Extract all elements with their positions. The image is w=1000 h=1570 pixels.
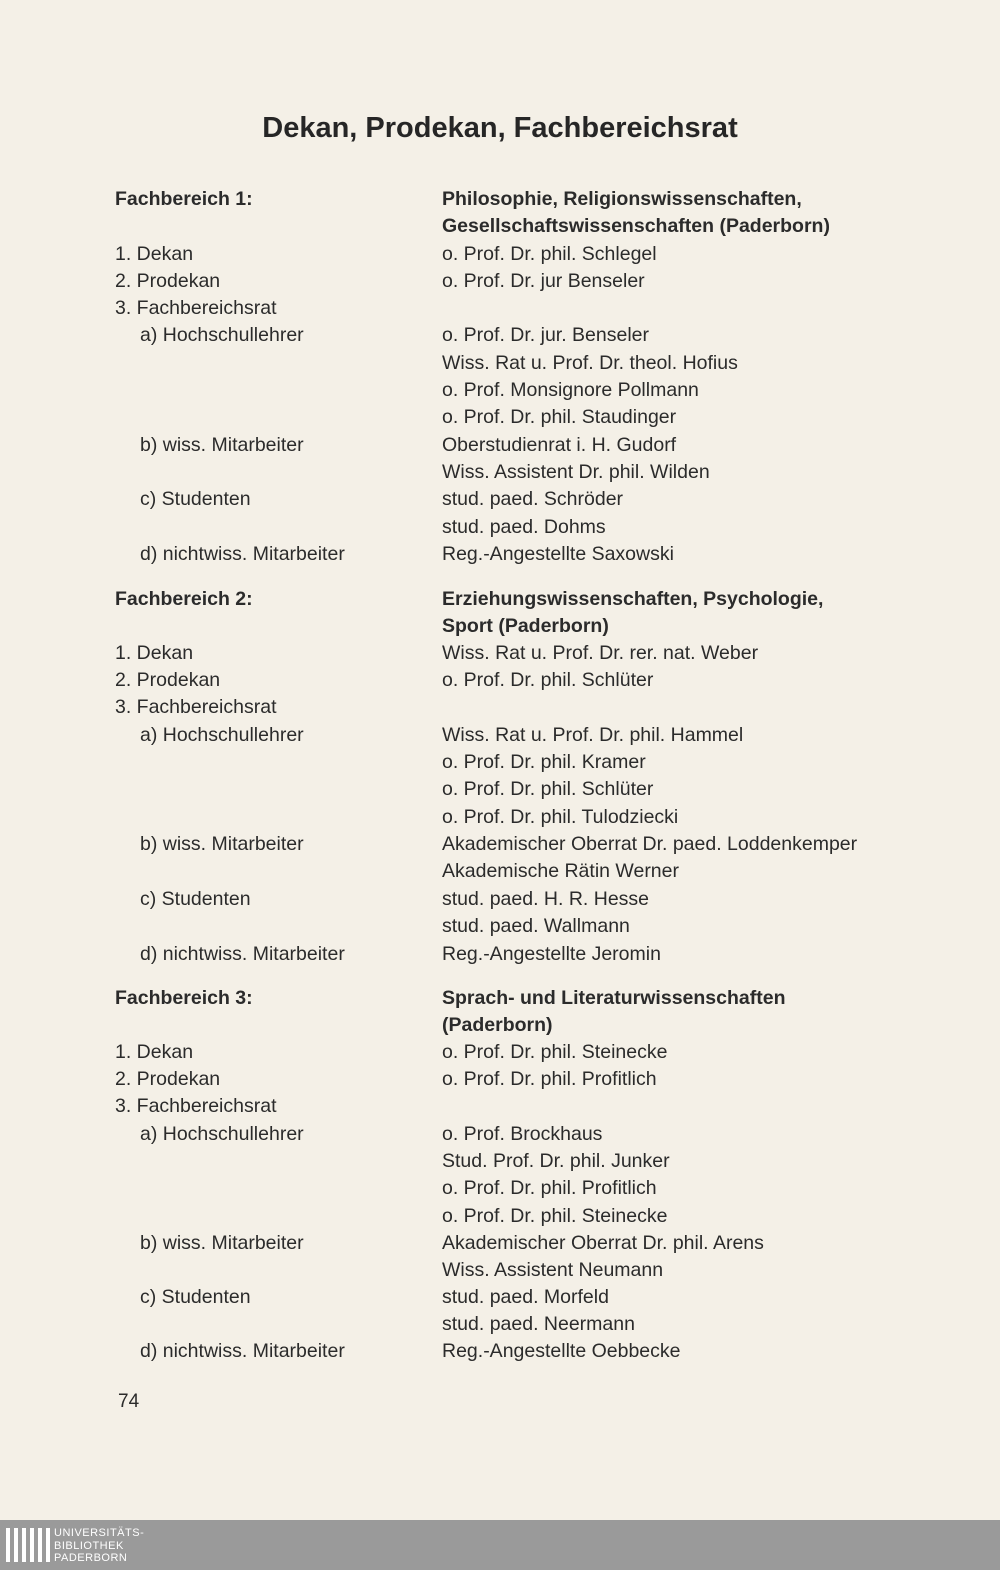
- list-item: [0, 541, 1000, 568]
- row-label: Fachbereich 3:: [115, 987, 253, 1009]
- row-value: Wiss. Assistent Dr. phil. Wilden: [442, 461, 710, 483]
- logo-line-3: PADERBORN: [54, 1552, 128, 1564]
- row-value: Wiss. Assistent Neumann: [442, 1259, 664, 1281]
- logo-line-1: UNIVERSITÄTS-: [54, 1527, 145, 1539]
- list-item: [0, 459, 1000, 486]
- row-label: Fachbereich 1:: [115, 188, 253, 210]
- row-value: stud. paed. H. R. Hesse: [442, 888, 650, 910]
- row-value: stud. paed. Morfeld: [442, 1286, 609, 1308]
- list-item: [0, 776, 1000, 803]
- list-item: [0, 295, 1000, 322]
- list-item: [0, 858, 1000, 885]
- row-value: Sprach- und Literaturwissenschaften: [442, 987, 786, 1009]
- list-item: [0, 1093, 1000, 1120]
- row-label: d) nichtwiss. Mitarbeiter: [140, 1340, 345, 1362]
- list-item: [0, 1012, 1000, 1039]
- list-item: [0, 613, 1000, 640]
- row-value: o. Prof. Dr. phil. Steinecke: [442, 1205, 668, 1227]
- row-value: Akademischer Oberrat Dr. paed. Loddenkemper: [442, 833, 858, 855]
- list-item: [0, 1284, 1000, 1311]
- logo-line-2: BIBLIOTHEK: [54, 1539, 124, 1552]
- row-value: o. Prof. Dr. phil. Tulodziecki: [442, 806, 679, 828]
- list-item: [0, 432, 1000, 459]
- list-item: [0, 1121, 1000, 1148]
- page-title: Dekan, Prodekan, Fachbereichsrat: [262, 112, 738, 144]
- row-value: Reg.-Angestellte Jeromin: [442, 943, 661, 965]
- list-item: [0, 1148, 1000, 1175]
- list-item: [0, 804, 1000, 831]
- row-value: Erziehungswissenschaften, Psychologie,: [442, 588, 824, 610]
- row-label: 3. Fachbereichsrat: [115, 1095, 277, 1117]
- list-item: [0, 749, 1000, 776]
- row-value: o. Prof. Dr. phil. Schlüter: [442, 778, 654, 800]
- row-label: d) nichtwiss. Mitarbeiter: [140, 543, 345, 565]
- row-label: c) Studenten: [140, 488, 251, 510]
- list-item: [0, 1066, 1000, 1093]
- list-item: [0, 667, 1000, 694]
- row-value: Wiss. Rat u. Prof. Dr. phil. Hammel: [442, 724, 744, 746]
- list-item: [0, 377, 1000, 404]
- row-value: stud. paed. Wallmann: [442, 915, 630, 937]
- list-item: [0, 722, 1000, 749]
- list-item: [0, 186, 1000, 213]
- list-item: [0, 694, 1000, 721]
- row-label: 3. Fachbereichsrat: [115, 696, 277, 718]
- list-item: [0, 640, 1000, 667]
- row-value: o. Prof. Brockhaus: [442, 1123, 603, 1145]
- library-logo-text: [54, 1527, 144, 1565]
- row-value: stud. paed. Schröder: [442, 488, 624, 510]
- list-item: [0, 213, 1000, 240]
- row-label: d) nichtwiss. Mitarbeiter: [140, 943, 345, 965]
- row-label: Fachbereich 2:: [115, 588, 253, 610]
- list-item: [0, 913, 1000, 940]
- row-value: Sport (Paderborn): [442, 615, 609, 637]
- row-label: a) Hochschullehrer: [140, 1123, 304, 1145]
- row-value: Oberstudienrat i. H. Gudorf: [442, 434, 677, 456]
- row-label: 2. Prodekan: [115, 270, 221, 292]
- list-item: [0, 268, 1000, 295]
- row-value: o. Prof. Dr. phil. Steinecke: [442, 1041, 668, 1063]
- row-value: o. Prof. Dr. phil. Profitlich: [442, 1177, 657, 1199]
- list-item: [0, 941, 1000, 968]
- list-item: [0, 586, 1000, 613]
- list-item: [0, 985, 1000, 1012]
- row-label: 1. Dekan: [115, 243, 194, 265]
- page-number: 74: [118, 1391, 140, 1412]
- list-item: [0, 350, 1000, 377]
- row-value: o. Prof. Monsignore Pollmann: [442, 379, 699, 401]
- list-item: [0, 486, 1000, 513]
- row-value: Wiss. Rat u. Prof. Dr. rer. nat. Weber: [442, 642, 759, 664]
- row-label: 1. Dekan: [115, 1041, 194, 1063]
- row-label: c) Studenten: [140, 888, 251, 910]
- row-value: Akademische Rätin Werner: [442, 860, 679, 882]
- row-value: Philosophie, Religionswissenschaften,: [442, 188, 802, 210]
- row-value: o. Prof. Dr. jur Benseler: [442, 270, 645, 292]
- row-value: stud. paed. Dohms: [442, 516, 606, 538]
- row-label: a) Hochschullehrer: [140, 324, 304, 346]
- library-footer-bar: [0, 1520, 1000, 1570]
- row-value: o. Prof. Dr. phil. Kramer: [442, 751, 646, 773]
- list-item: [0, 831, 1000, 858]
- row-value: o. Prof. Dr. phil. Staudinger: [442, 406, 677, 428]
- row-value: Reg.-Angestellte Oebbecke: [442, 1340, 681, 1362]
- list-item: [0, 1175, 1000, 1202]
- list-item: [0, 1203, 1000, 1230]
- row-value: Gesellschaftswissenschaften (Paderborn): [442, 215, 830, 237]
- row-value: o. Prof. Dr. phil. Schlegel: [442, 243, 657, 265]
- row-label: 1. Dekan: [115, 642, 194, 664]
- list-item: [0, 514, 1000, 541]
- row-label: 3. Fachbereichsrat: [115, 297, 277, 319]
- row-value: Wiss. Rat u. Prof. Dr. theol. Hofius: [442, 352, 738, 374]
- row-label: b) wiss. Mitarbeiter: [140, 434, 304, 456]
- list-item: [0, 1338, 1000, 1365]
- row-value: (Paderborn): [442, 1014, 553, 1036]
- list-item: [0, 404, 1000, 431]
- row-value: Stud. Prof. Dr. phil. Junker: [442, 1150, 670, 1172]
- row-value: Reg.-Angestellte Saxowski: [442, 543, 674, 565]
- row-value: Akademischer Oberrat Dr. phil. Arens: [442, 1232, 764, 1254]
- row-label: c) Studenten: [140, 1286, 251, 1308]
- list-item: [0, 1039, 1000, 1066]
- list-item: [0, 1230, 1000, 1257]
- list-item: [0, 322, 1000, 349]
- row-label: 2. Prodekan: [115, 669, 221, 691]
- list-item: [0, 1311, 1000, 1338]
- library-logo-icon: [6, 1528, 50, 1562]
- list-item: [0, 241, 1000, 268]
- row-value: o. Prof. Dr. jur. Benseler: [442, 324, 650, 346]
- list-item: [0, 886, 1000, 913]
- row-label: b) wiss. Mitarbeiter: [140, 833, 304, 855]
- row-label: b) wiss. Mitarbeiter: [140, 1232, 304, 1254]
- row-label: 2. Prodekan: [115, 1068, 221, 1090]
- list-item: [0, 1257, 1000, 1284]
- row-value: stud. paed. Neermann: [442, 1313, 635, 1335]
- row-value: o. Prof. Dr. phil. Profitlich: [442, 1068, 657, 1090]
- row-label: a) Hochschullehrer: [140, 724, 304, 746]
- row-value: o. Prof. Dr. phil. Schlüter: [442, 669, 654, 691]
